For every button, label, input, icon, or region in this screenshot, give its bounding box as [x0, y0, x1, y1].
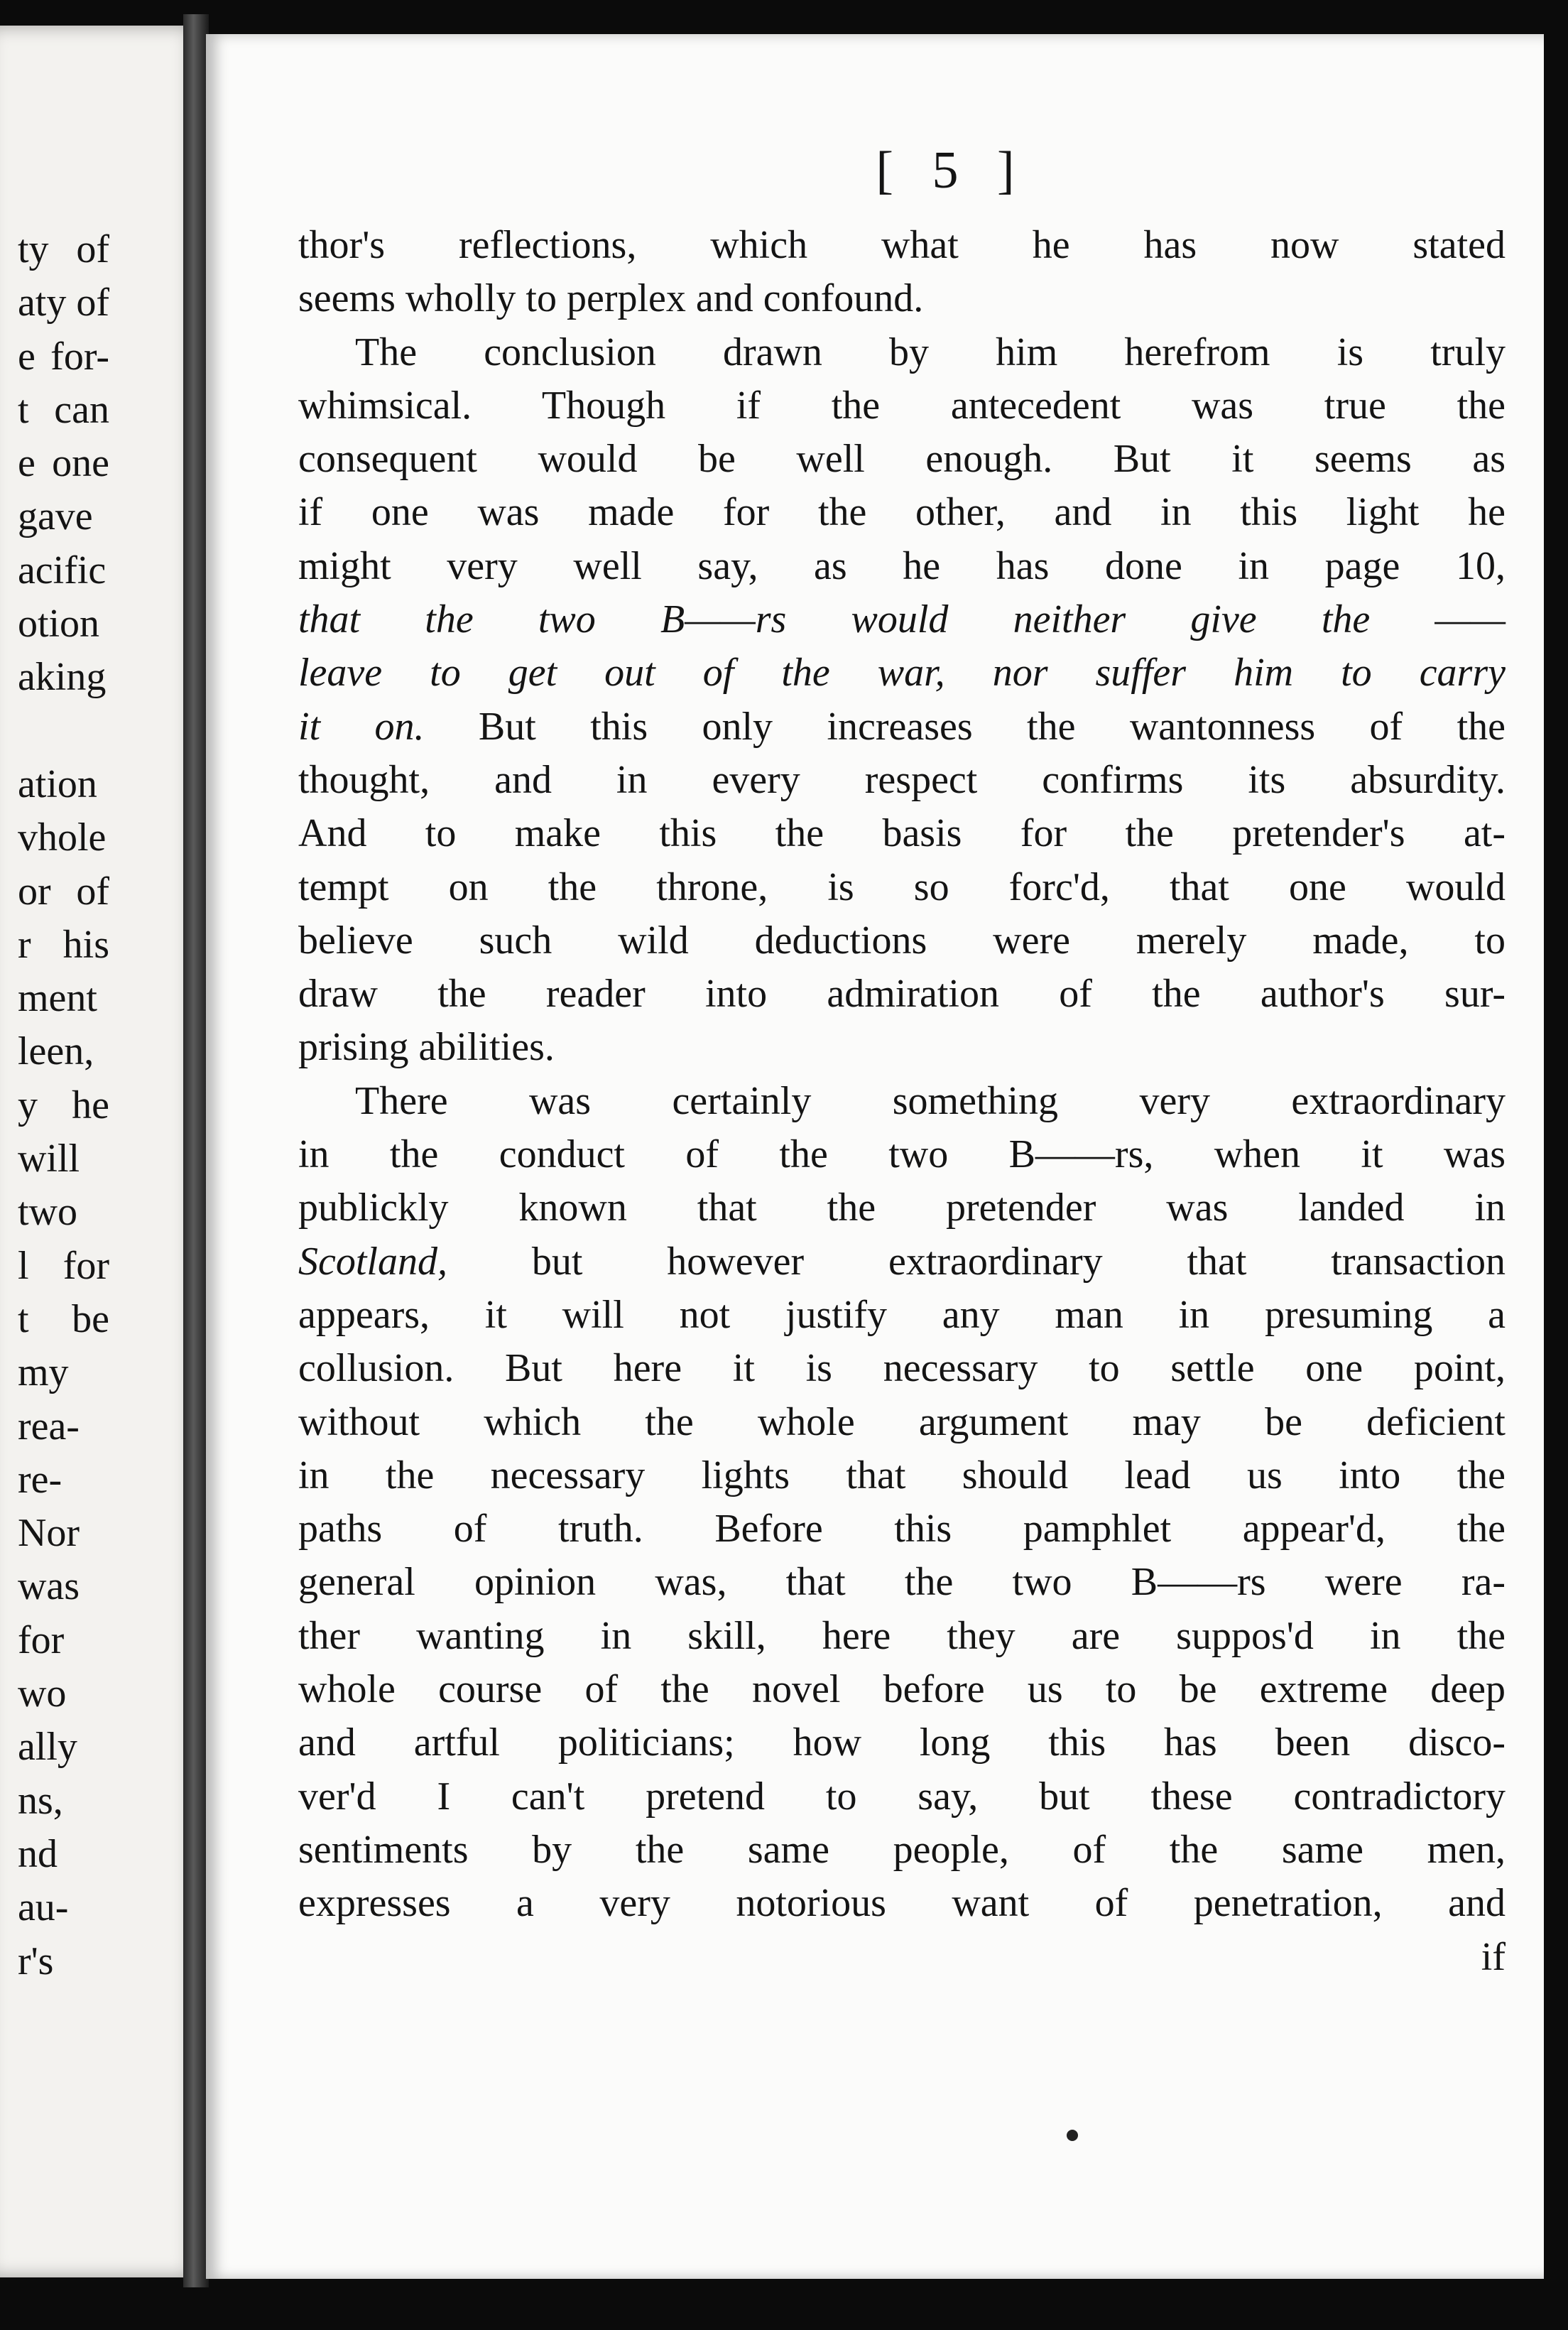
left-fragment-line: rea- — [17, 1404, 80, 1448]
left-fragment-line: l for — [17, 1243, 109, 1288]
left-fragment-line: leen, — [17, 1029, 94, 1074]
left-fragment-line: ty of — [17, 227, 109, 271]
left-fragment-line: ment — [17, 976, 97, 1021]
left-fragment-line: aking — [17, 655, 107, 700]
italic-quote-line: leave to get out of the war, nor suffer him to carry — [298, 651, 1506, 695]
text-line: sentiments by the same people, of the same men, — [298, 1827, 1506, 1872]
body-text — [298, 219, 1506, 1984]
left-fragment-line: y he — [17, 1083, 109, 1127]
text-line: believe such wild deductions were merely made, to — [298, 918, 1506, 963]
text-line: seems wholly to perplex and confound. — [298, 276, 924, 321]
left-fragment-line: will — [17, 1137, 80, 1181]
text-line: collusion. But here it is necessary to settle one point, — [298, 1346, 1506, 1391]
text-line: And to make this the basis for the pretender's at- — [298, 811, 1506, 856]
text-line — [298, 700, 1506, 754]
catchword: if — [1481, 1934, 1506, 1979]
text-line: if one was made for the other, and in this light he — [298, 490, 1506, 535]
right-page — [206, 34, 1544, 2279]
left-fragment-line: otion — [17, 602, 100, 646]
page-number: [ 5 ] — [876, 141, 1028, 200]
left-fragment-line: my — [17, 1350, 69, 1395]
left-fragment-line: wo — [17, 1671, 67, 1716]
left-fragment-line: two — [17, 1190, 77, 1235]
left-fragment-line: r's — [17, 1939, 54, 1983]
left-fragment-line: Nor — [17, 1511, 80, 1556]
text-line: ver'd I can't pretend to say, but these contradictory — [298, 1774, 1506, 1819]
left-fragment-line: e for- — [17, 334, 109, 379]
left-fragment-line: aty of — [17, 281, 109, 325]
left-page-text-fragments — [18, 223, 109, 1988]
text-line: publickly known that the pretender was landed in — [298, 1186, 1506, 1230]
text-line: ther wanting in skill, here they are suppos'd in the — [298, 1613, 1506, 1658]
text-line: and artful politicians; how long this has been disco- — [298, 1721, 1506, 1765]
text-line: whimsical. Though if the antecedent was true the — [298, 383, 1506, 428]
text-line: in the necessary lights that should lead us into the — [298, 1453, 1506, 1497]
paragraph-start-line: The conclusion drawn by him herefrom is truly — [355, 330, 1506, 374]
left-fragment-line: ally — [17, 1725, 77, 1770]
text-line: thor's reflections, which what he has now stated — [298, 223, 1506, 267]
left-fragment-line: vhole — [17, 816, 107, 860]
text-line: whole course of the novel before us to be extreme deep — [298, 1667, 1506, 1712]
left-fragment-line: was — [17, 1564, 80, 1609]
left-fragment-line: or of — [17, 869, 109, 914]
book-gutter — [183, 14, 209, 2287]
text-line: tempt on the throne, is so forc'd, that one would — [298, 865, 1506, 909]
text-line: appears, it will not justify any man in presuming a — [298, 1292, 1506, 1337]
paragraph-start-line: There was certainly something very extraordinary — [355, 1078, 1506, 1123]
text-line: thought, and in every respect confirms its absurdity. — [298, 757, 1506, 802]
text-line: general opinion was, that the two B——rs were ra- — [298, 1560, 1506, 1605]
text-run: but however extraordinary that transaction — [447, 1239, 1506, 1284]
left-fragment-line: e one — [17, 441, 109, 486]
left-fragment-line: ation — [17, 762, 97, 806]
left-fragment-line: ns, — [17, 1778, 63, 1823]
left-fragment-line: for — [17, 1618, 65, 1662]
left-fragment-line: gave — [17, 494, 93, 539]
left-fragment-line: re- — [17, 1457, 62, 1502]
left-fragment-line: t can — [17, 387, 109, 432]
left-fragment-line: au- — [17, 1885, 69, 1930]
left-fragment-line: nd — [17, 1831, 58, 1876]
text-line: paths of truth. Before this pamphlet appear'd, the — [298, 1507, 1506, 1551]
text-line: prising abilities. — [298, 1025, 555, 1070]
italic-place-name: Scotland, — [298, 1239, 447, 1284]
text-line: expresses a very notorious want of penetration, and — [298, 1881, 1506, 1926]
text-line — [298, 1235, 1506, 1289]
left-fragment-line: acific — [17, 548, 107, 592]
ink-dot — [1067, 2130, 1078, 2141]
italic-quote-line: that the two B——rs would neither give the —— — [298, 597, 1506, 642]
left-page — [0, 26, 205, 2277]
left-fragment-line: t be — [17, 1296, 109, 1341]
text-line: might very well say, as he has done in page 10, — [298, 543, 1506, 588]
italic-quote-end: it on. — [298, 704, 425, 749]
text-run: But this only increases the wantonness of the — [424, 704, 1506, 749]
text-line: without which the whole argument may be deficient — [298, 1399, 1506, 1444]
left-fragment-line: r his — [17, 922, 109, 967]
left-fragment-line — [18, 705, 109, 758]
text-line: in the conduct of the two B——rs, when it was — [298, 1132, 1506, 1177]
text-line: draw the reader into admiration of the author's sur- — [298, 972, 1506, 1017]
text-line: consequent would be well enough. But it seems as — [298, 437, 1506, 482]
